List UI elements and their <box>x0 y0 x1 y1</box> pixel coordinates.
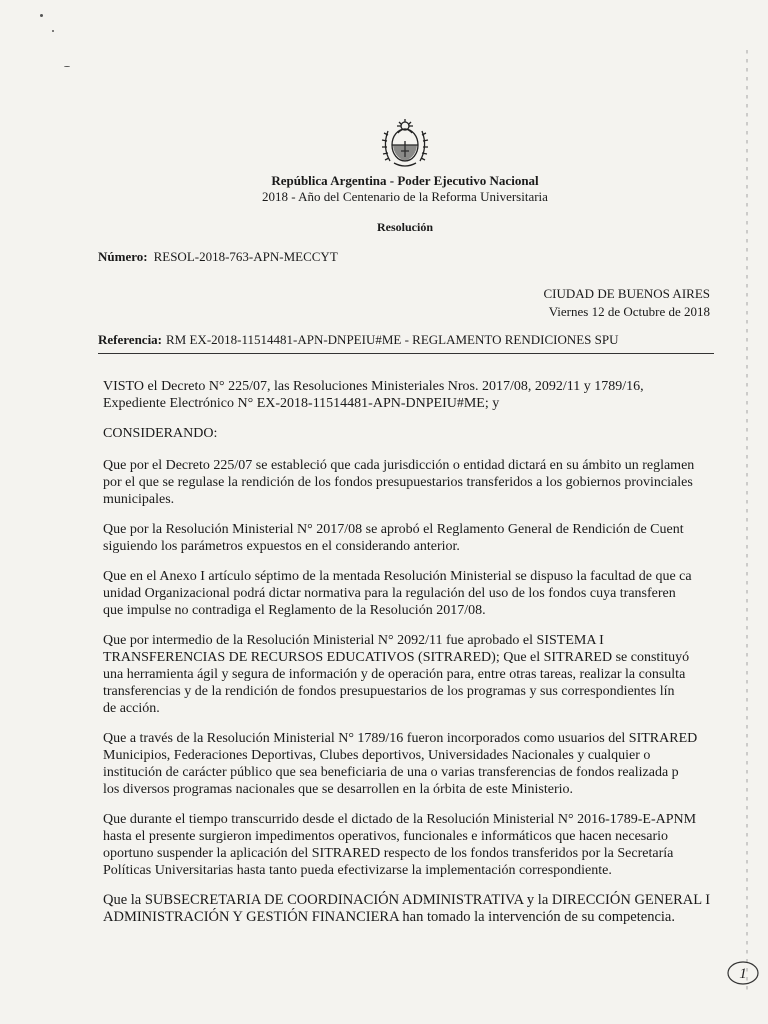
scan-speck <box>40 14 43 17</box>
considerando-paragraph-1: Que por el Decreto 225/07 se estableció que cada jurisdicción o entidad dictará en su ámbito un reglamen por el que se regulase la rendición de los fondos presupuestarios transferidos a los gobiernos provinciales municipales. <box>103 458 695 507</box>
considerando-paragraph-2: Que por la Resolución Ministerial N° 2017/08 se aprobó el Reglamento General de Rendición de Cuent siguiendo los parámetros expuestos en el considerando anterior. <box>103 522 684 554</box>
resolution-number <box>98 249 338 265</box>
issuer-line: República Argentina - Poder Ejecutivo Nacional <box>271 173 539 188</box>
considerando-paragraph-6: Que durante el tiempo transcurrido desde el dictado de la Resolución Ministerial N° 2016-1789-E-APNM hasta el presente surgieron impedimentos operativos, funcionales e informáticos que hacen necesario oportuno suspender la aplicación del SITRARED respecto de los fondos transferidos por la Secretaría Políticas Universitarias hasta tanto pueda efectivizarse la implementación correspondiente. <box>103 812 697 878</box>
document-body <box>103 378 739 939</box>
national-coat-of-arms-icon <box>376 111 434 173</box>
reference-value: RM EX-2018-11514481-APN-DNPEIU#ME - REGLAMENTO RENDICIONES SPU <box>166 332 619 347</box>
reference-label: Referencia: <box>98 332 163 347</box>
reference <box>98 332 618 348</box>
year-motto: 2018 - Año del Centenario de la Reforma Universitaria <box>262 189 548 204</box>
city: CIUDAD DE BUENOS AIRES <box>543 286 710 301</box>
considerando-paragraph-4: Que por intermedio de la Resolución Ministerial N° 2092/11 fue aprobado el SISTEMA I TRANSFERENCIAS DE RECURSOS EDUCATIVOS (SITRARED); Que el SITRARED se constituyó una herramienta ágil y segura de información y de operación para, entre otras tareas, realizar la consulta transferencias y de la rendición de fondos presupuestarios de los programas y sus correspondientes lín de acción. <box>103 633 690 716</box>
resolution-number-value: RESOL-2018-763-APN-MECCYT <box>153 249 338 264</box>
document-type: Resolución <box>376 220 433 234</box>
considerando-paragraph-7: Que la SUBSECRETARIA DE COORDINACIÓN ADMINISTRATIVA y la DIRECCIÓN GENERAL I ADMINISTRACIÓN Y GESTIÓN FINANCIERA han tomado la intervención de su competencia. <box>103 892 711 925</box>
visto-paragraph: VISTO el Decreto N° 225/07, las Resoluciones Ministeriales Nros. 2017/08, 2092/11 y 1789/16, Expediente Electrónico N° EX-2018-11514481-APN-DNPEIU#ME; y <box>103 379 644 411</box>
considerando-paragraph-5: Que a través de la Resolución Ministerial N° 1789/16 fueron incorporados como usuarios del SITRARED Municipios, Federaciones Deportivas, Clubes deportivos, Universidades Nacionales y cualquier o institución de carácter público que sea beneficiaria de una o varias transferencias de fondos realizada p los diversos programas nacionales que se desarrollen en la órbita de este Ministerio. <box>103 731 698 797</box>
resolution-number-label: Número: <box>98 249 148 264</box>
page-number <box>726 960 760 986</box>
scan-speck <box>64 66 70 67</box>
date: Viernes 12 de Octubre de 2018 <box>548 304 710 319</box>
considerando-paragraph-3: Que en el Anexo I artículo séptimo de la mentada Resolución Ministerial se dispuso la facultad de que ca unidad Organizacional podrá dictar normativa para la regulación del uso de los fondos cuya transferen que impulse no contradiga el Reglamento de la Resolución 2017/08. <box>103 569 692 618</box>
scan-speck <box>52 30 54 32</box>
reference-divider <box>98 353 714 354</box>
page-number-value: 1 <box>739 966 747 982</box>
place-date <box>544 285 710 321</box>
page-number-circle-icon <box>726 960 760 986</box>
considerando-heading: CONSIDERANDO: <box>103 426 218 441</box>
